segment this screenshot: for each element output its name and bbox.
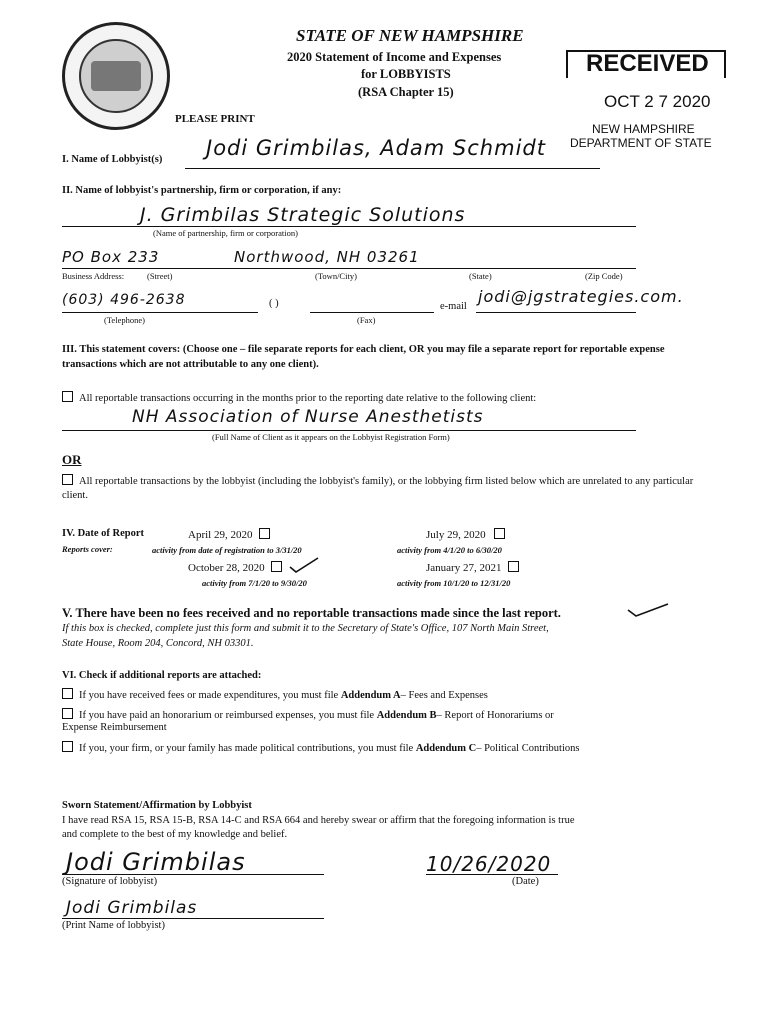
section6-heading: VI. Check if additional reports are attached:: [62, 670, 262, 681]
zip-caption: (Zip Code): [585, 271, 623, 281]
report-date-oct-text: October 28, 2020: [188, 562, 265, 574]
report-date-apr: [188, 528, 276, 541]
single-client-checkbox[interactable]: [62, 391, 73, 402]
stamp-right-rule: [724, 50, 726, 78]
section5-note1: If this box is checked, complete just this form and submit it to the Secretary of State's Office, 107 North Main Street,: [62, 623, 549, 634]
date-of-report-label: IV. Date of Report: [62, 528, 145, 539]
firm-label: II. Name of lobbyist's partnership, firm or corporation, if any:: [62, 185, 342, 196]
report-date-oct-checkbox[interactable]: [271, 561, 282, 572]
sworn-heading: Sworn Statement/Affirmation by Lobbyist: [62, 800, 252, 811]
addendum-c-pre: If you, your firm, or your family has made political contributions, you must file: [79, 743, 416, 754]
signature: Jodi Grimbilas: [66, 848, 246, 876]
fax-prefix: ( ): [269, 298, 279, 309]
report-date-oct: [188, 561, 288, 574]
section5-note2: State House, Room 204, Concord, NH 03301.: [62, 638, 254, 649]
printed-name-line: [62, 918, 324, 919]
sworn-text-1: I have read RSA 15, RSA 15-B, RSA 14-C and RSA 664 and hereby swear or affirm that the foregoing information is true: [62, 815, 575, 826]
town-caption: (Town/City): [315, 271, 357, 281]
sworn-text-2: and complete to the best of my knowledge and belief.: [62, 829, 288, 840]
form-chapter: (RSA Chapter 15): [358, 85, 454, 99]
signed-date: 10/26/2020: [426, 852, 552, 876]
stamp-line2: DEPARTMENT OF STATE: [570, 136, 712, 150]
received-stamp: [566, 46, 732, 156]
addendum-b-checkbox[interactable]: [62, 708, 73, 719]
seal-center: [79, 39, 153, 113]
no-activity-check-icon: [626, 602, 670, 624]
or-separator: OR: [62, 452, 82, 467]
date-caption: (Date): [512, 876, 539, 887]
firm-line: [62, 226, 636, 227]
reports-cover-label: Reports cover:: [62, 544, 113, 554]
addendum-a-pre: If you have received fees or made expenditures, you must file: [79, 690, 341, 701]
addendum-b-pre: If you have paid an honorarium or reimbursed expenses, you must file: [79, 710, 377, 721]
client-name: NH Association of Nurse Anesthetists: [132, 407, 484, 427]
option-unrelated: [62, 474, 702, 503]
report-date-apr-checkbox[interactable]: [259, 528, 270, 539]
stamp-date: OCT 2 7 2020: [604, 92, 711, 111]
lobbyist-name-line: [185, 168, 600, 169]
printed-name: Jodi Grimbilas: [66, 898, 198, 918]
state-seal: [62, 22, 170, 130]
addendum-c-post: – Political Contributions: [476, 743, 580, 754]
street-caption: (Street): [147, 271, 173, 281]
addendum-b-row: [62, 708, 554, 721]
addendum-a-row: [62, 688, 488, 701]
report-date-jul-text: July 29, 2020: [426, 529, 486, 541]
please-print: PLEASE PRINT: [175, 113, 255, 125]
state-caption: (State): [469, 271, 492, 281]
report-date-apr-range: activity from date of registration to 3/31/20: [152, 545, 302, 555]
report-date-apr-text: April 29, 2020: [188, 529, 253, 541]
option-unrelated-text: All reportable transactions by the lobbyist (including the lobbyist's family), or the lobbying firm listed below which are unrelated to any particular client.: [62, 476, 694, 501]
email-label: e-mail: [440, 301, 467, 312]
firm-caption: (Name of partnership, firm or corporation): [153, 228, 298, 238]
stamp-received: RECEIVED: [586, 50, 709, 77]
addendum-a-name: Addendum A: [340, 690, 401, 701]
signature-line: [62, 874, 324, 875]
report-date-jan-range: activity from 10/1/20 to 12/31/20: [397, 578, 511, 588]
addendum-c-row: [62, 741, 579, 754]
client-caption: (Full Name of Client as it appears on the Lobbyist Registration Form): [212, 432, 450, 442]
report-date-oct-range: activity from 7/1/20 to 9/30/20: [202, 578, 307, 588]
form-subtitle: for LOBBYISTS: [361, 67, 451, 81]
email-line: [476, 312, 636, 313]
form-title: 2020 Statement of Income and Expenses: [287, 50, 502, 64]
checkmark-icon: [288, 555, 320, 575]
stamp-left-rule: [566, 50, 568, 78]
city-value: Northwood, NH 03261: [234, 248, 420, 266]
state-title: STATE OF NEW HAMPSHIRE: [296, 26, 524, 45]
report-date-jan-checkbox[interactable]: [508, 561, 519, 572]
addendum-c-checkbox[interactable]: [62, 741, 73, 752]
fax-line: [310, 312, 434, 313]
section3-heading: III. This statement covers: (Choose one – file separate reports for each client, OR you may file a separate report for reportable expense transactions which are not attributable to any one client).: [62, 344, 665, 370]
address-line: [62, 268, 636, 269]
addendum-b-name: Addendum B: [376, 710, 437, 721]
addendum-c-name: Addendum C: [415, 743, 477, 754]
stamp-line1: NEW HAMPSHIRE: [592, 122, 695, 136]
firm-name: J. Grimbilas Strategic Solutions: [140, 204, 466, 226]
report-date-jul: [426, 528, 511, 541]
option-single-client-text: All reportable transactions occurring in the months prior to the reporting date relative to the following client:: [79, 393, 537, 404]
addendum-a-checkbox[interactable]: [62, 688, 73, 699]
report-date-jul-range: activity from 4/1/20 to 6/30/20: [397, 545, 502, 555]
address-label: Business Address:: [62, 271, 125, 281]
printed-name-caption: (Print Name of lobbyist): [62, 920, 165, 931]
lobbyist-names: Jodi Grimbilas, Adam Schmidt: [206, 136, 546, 160]
addendum-a-post: – Fees and Expenses: [400, 690, 488, 701]
fax-caption: (Fax): [357, 315, 376, 325]
signature-caption: (Signature of lobbyist): [62, 876, 158, 887]
addendum-b-post: – Report of Honorariums or: [436, 710, 554, 721]
addendum-b-post2: Expense Reimbursement: [62, 722, 167, 733]
report-date-jan-text: January 27, 2021: [426, 562, 502, 574]
report-date-jul-checkbox[interactable]: [494, 528, 505, 539]
seal-ship-image: [91, 61, 141, 91]
report-date-jan: [426, 561, 525, 574]
section5-heading: V. There have been no fees received and no reportable transactions made since the last report.: [62, 606, 561, 620]
telephone-caption: (Telephone): [104, 315, 145, 325]
client-line: [62, 430, 636, 431]
unrelated-checkbox[interactable]: [62, 474, 73, 485]
email-value: jodi@jgstrategies.com.: [478, 287, 684, 306]
name-of-lobbyist-label: I. Name of Lobbyist(s): [62, 154, 163, 165]
telephone-line: [62, 312, 258, 313]
option-single-client: [62, 391, 536, 404]
telephone-value: (603) 496-2638: [62, 292, 186, 308]
date-line: [426, 874, 558, 875]
street-value: PO Box 233: [62, 248, 160, 266]
